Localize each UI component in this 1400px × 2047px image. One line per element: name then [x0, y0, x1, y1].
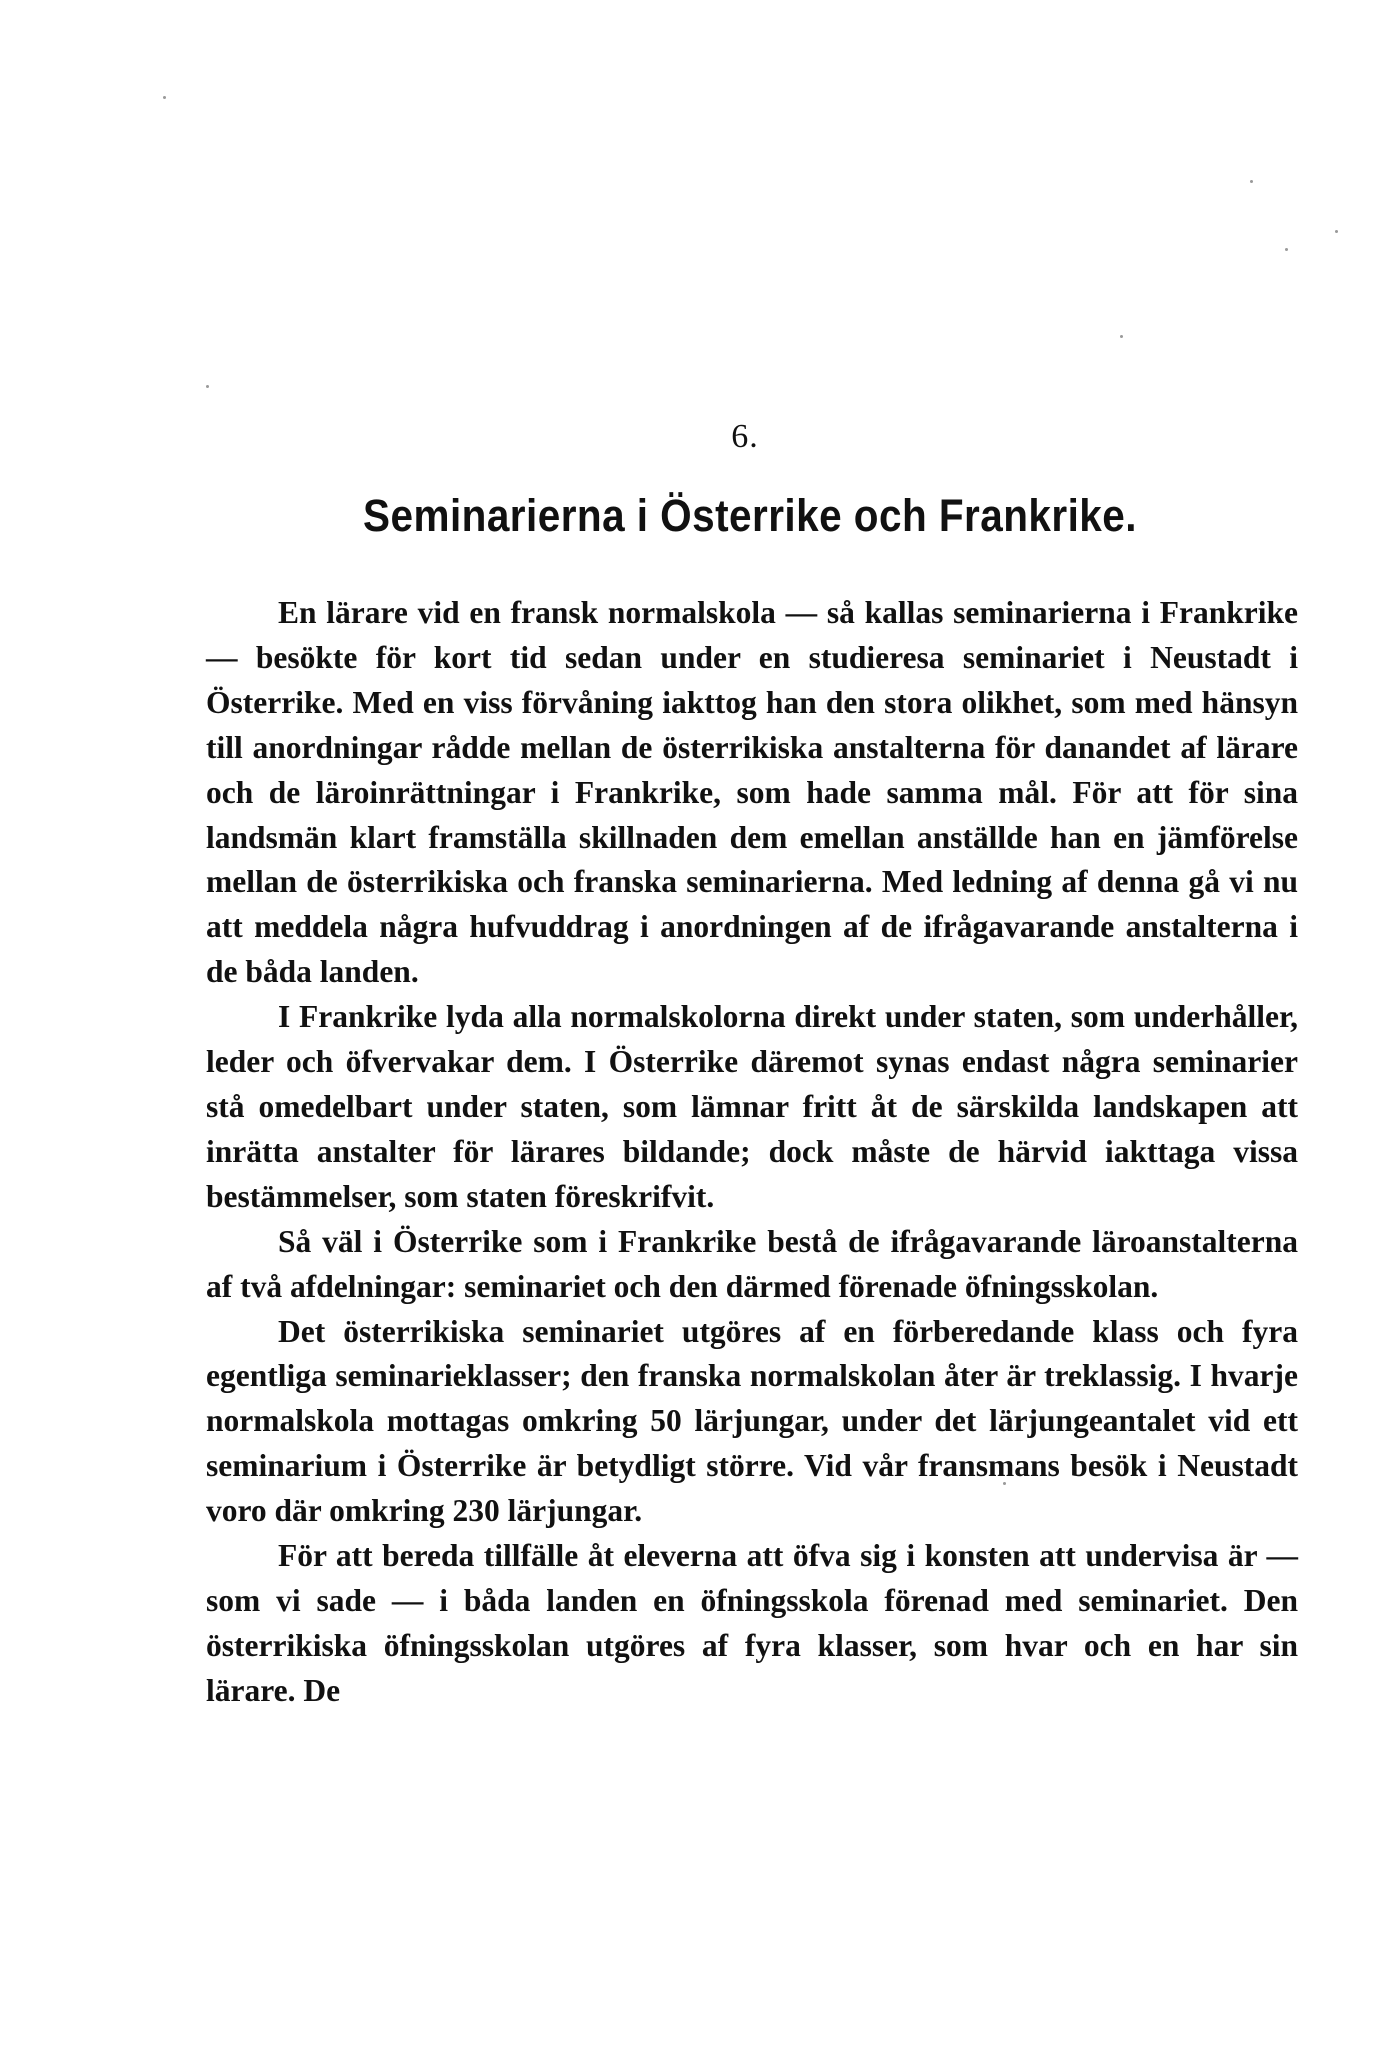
paragraph: En lärare vid en fransk normalskola — så kallas seminarierna i Frankrike — besökte för kort tid sedan under en studieresa seminariet i Neustadt i Österrike. Med en viss förvåning iakttog han den stora olikhet, som med hänsyn till anordningar rådde mellan de österrikiska anstalterna för danandet af lärare och de läroinrättningar i Frankrike, som hade samma mål. För att för sina landsmän klart framställa skillnaden dem emellan anställde han en jämförelse mellan de österrikiska och franska seminarierna. Med ledning af denna gå vi nu att meddela några hufvuddrag i anordningen af de ifrågavarande anstalterna i de båda landen.	[206, 595, 1298, 990]
paragraph: För att bereda tillfälle åt eleverna att öfva sig i konsten att undervisa är — som vi sade — i båda landen en öfningsskola förenad med seminariet. Den österrikiska öfningsskolan utgöres af fyra klasser, som hvar och en har sin lärare. De	[206, 1538, 1298, 1708]
scan-speck	[1250, 180, 1253, 183]
scan-speck	[1285, 248, 1288, 251]
section-number: 6.	[731, 418, 759, 455]
scan-speck	[206, 385, 209, 388]
body-text	[206, 591, 1298, 1714]
paragraph: I Frankrike lyda alla normalskolorna direkt under staten, som underhåller, leder och öfvervakar dem. I Österrike däremot synas endast några seminarier stå omedelbart under staten, som lämnar fritt åt de särskilda landskapen att inrätta anstalter för lärares bildande; dock måste de härvid iakttaga vissa bestämmelser, som staten föreskrifvit.	[206, 999, 1298, 1214]
scan-speck	[1120, 335, 1123, 338]
scan-speck	[1335, 230, 1338, 233]
scan-speck	[163, 96, 166, 99]
section-title: Seminarierna i Österrike och Frankrike.	[363, 490, 1137, 541]
paragraph: Så väl i Österrike som i Frankrike bestå de ifrågavarande läroanstalterna af två afdelningar: seminariet och den därmed förenade öfningsskolan.	[206, 1223, 1298, 1304]
paragraph: Det österrikiska seminariet utgöres af en förberedande klass och fyra egentliga seminarieklasser; den franska normalskolan åter är treklassig. I hvarje normalskola mottagas omkring 50 lärjungar, under det lärjungeantalet vid ett seminarium i Österrike är betydligt större. Vid vår fransmans besök i Neustadt voro där omkring 230 lärjungar.	[206, 1313, 1298, 1529]
